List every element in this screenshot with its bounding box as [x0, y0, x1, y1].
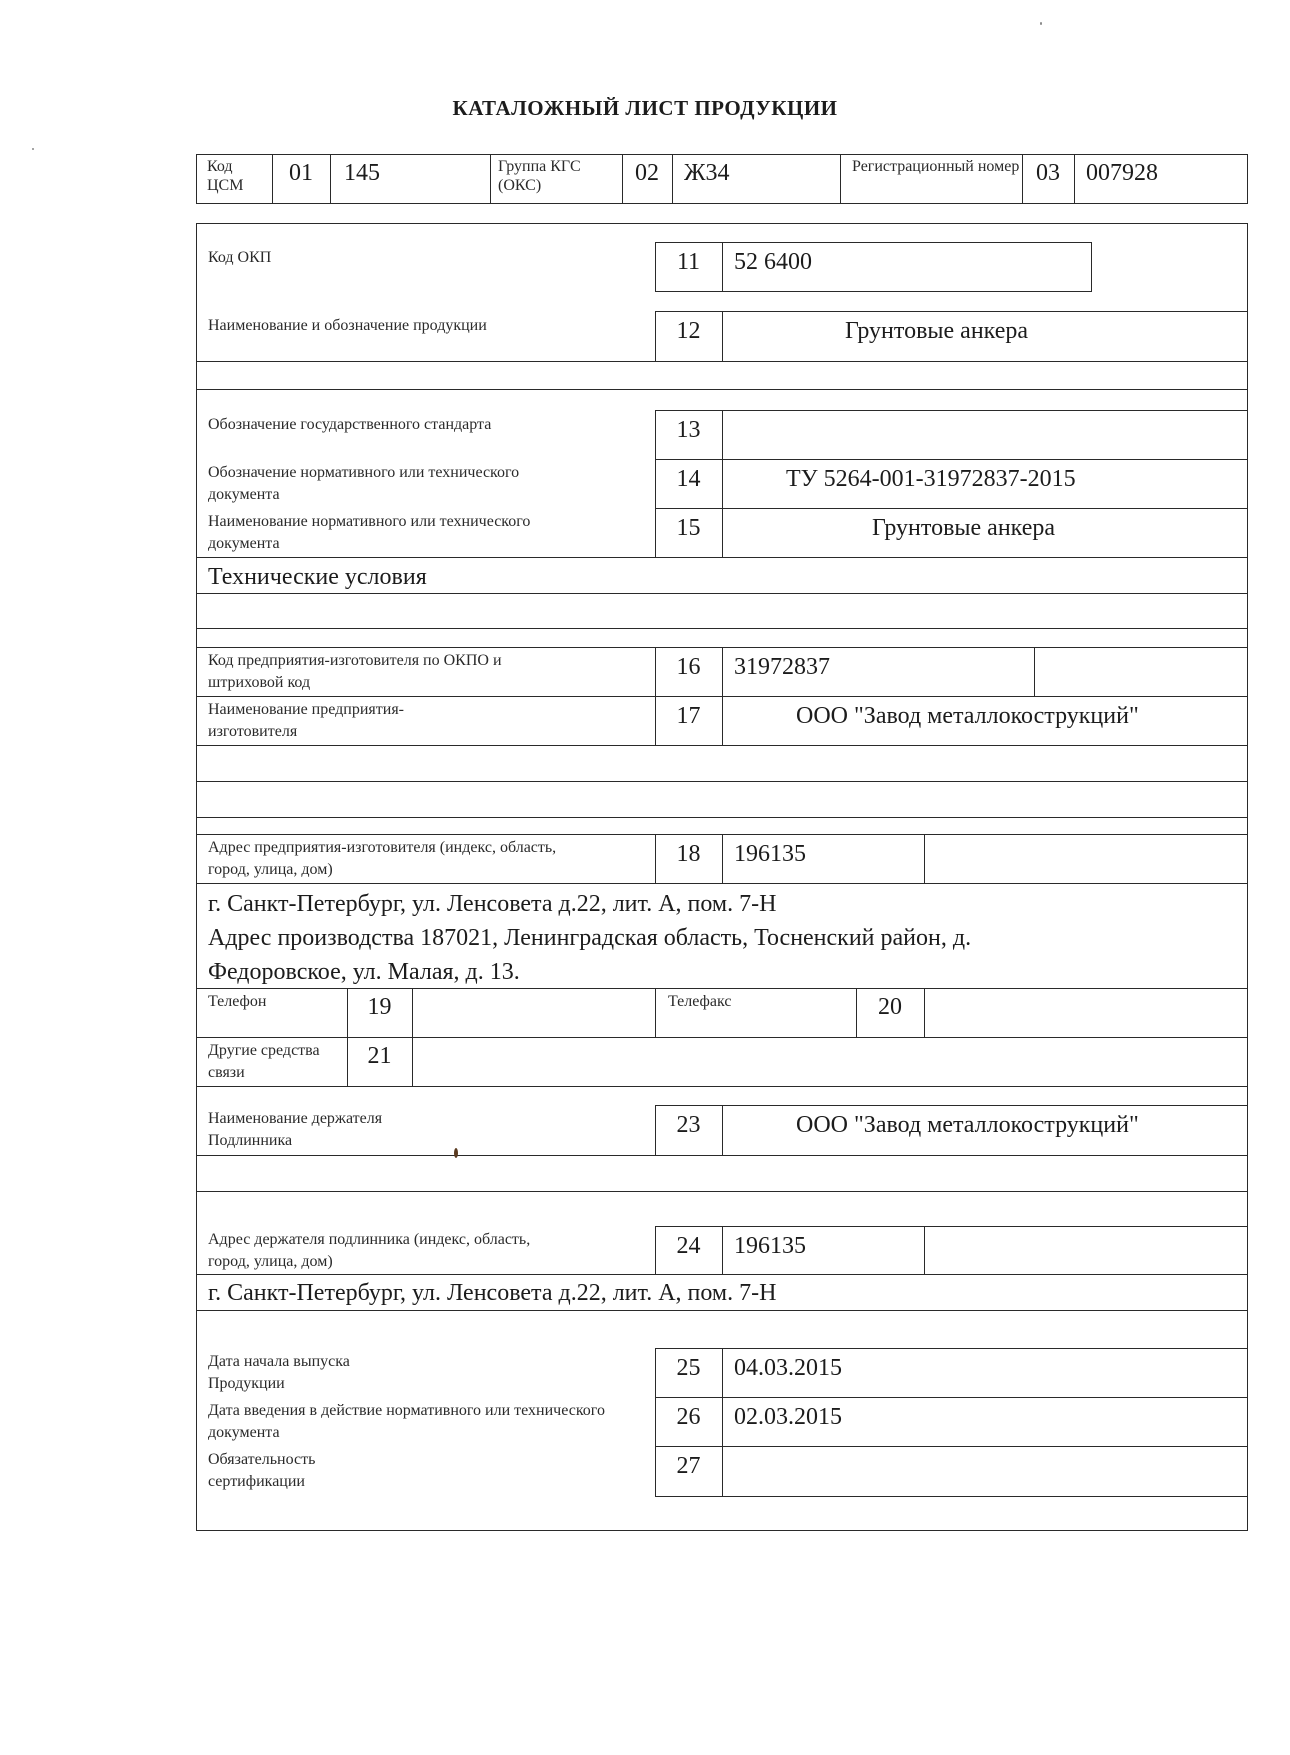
- addr-index: 196135: [734, 841, 806, 867]
- group-num: 02: [635, 160, 659, 186]
- holder-addr-label: Адрес держателя подлинника (индекс, область, город, улица, дом): [208, 1231, 531, 1270]
- doc-date-num: 26: [676, 1404, 701, 1430]
- start-value: 04.03.2015: [734, 1355, 842, 1381]
- holder-addr-line-1: г. Санкт-Петербург, ул. Ленсовета д.22, лит. А, пом. 7-Н: [208, 1280, 777, 1306]
- addr-line-3: Федоровское, ул. Малая, д. 13.: [208, 959, 520, 985]
- product-num: 12: [676, 318, 701, 344]
- start-num: 25: [676, 1355, 701, 1381]
- doc-code-num: 14: [676, 466, 701, 492]
- start-label: Дата начала выпуска Продукции: [208, 1353, 350, 1392]
- doc-name-label: Наименование нормативного или технического документа: [208, 513, 531, 552]
- cert-label: Обязательность сертификации: [208, 1451, 316, 1490]
- addr-line-2: Адрес производства 187021, Ленинградская область, Тосненский район, д.: [208, 925, 972, 951]
- okp-num: 11: [676, 249, 701, 275]
- okpo-num: 16: [676, 654, 701, 680]
- doc-name-num: 15: [676, 515, 701, 541]
- doc-code-label: Обозначение нормативного или технического документа: [208, 464, 520, 503]
- fax-label: Телефакс: [668, 993, 732, 1010]
- maker-label: Наименование предприятия-изготовителя: [208, 701, 404, 740]
- phone-num: 19: [367, 994, 392, 1020]
- other-num: 21: [367, 1043, 392, 1069]
- doc-date-label: Дата введения в действие нормативного или технического документа: [208, 1402, 605, 1441]
- maker-num: 17: [676, 703, 701, 729]
- product-value: Грунтовые анкера: [845, 318, 1029, 344]
- other-label: Другие средства связи: [208, 1042, 320, 1081]
- page-title: КАТАЛОЖНЫЙ ЛИСТ ПРОДУКЦИИ: [452, 96, 838, 120]
- addr-label: Адрес предприятия-изготовителя (индекс, область, город, улица, дом): [208, 839, 557, 878]
- doc-name-continuation: Технические условия: [208, 564, 427, 590]
- scan-speck: [1040, 22, 1042, 25]
- fax-num: 20: [878, 994, 902, 1020]
- cert-num: 27: [676, 1453, 701, 1479]
- doc-name-value: Грунтовые анкера: [872, 515, 1056, 541]
- group-label: Группа КГС (ОКС): [498, 158, 581, 194]
- csm-num: 01: [289, 160, 313, 186]
- product-label: [208, 315, 568, 337]
- scan-speck: [32, 148, 34, 150]
- okpo-label: Код предприятия-изготовителя по ОКПО и штриховой код: [208, 652, 502, 691]
- csm-label: Код ЦСМ: [207, 158, 244, 194]
- maker-value: ООО "Завод металлокострукций": [796, 703, 1139, 729]
- gost-label: Обозначение государственного стандарта: [208, 416, 492, 433]
- csm-value: 145: [344, 160, 380, 186]
- holder-num: 23: [676, 1112, 701, 1138]
- okpo-value: 31972837: [734, 654, 830, 680]
- okp-value: 52 6400: [734, 249, 812, 275]
- okp-label: Код ОКП: [208, 249, 272, 266]
- holder-addr-index: 196135: [734, 1233, 806, 1259]
- product-label-text: Наименование и обозначение продукции: [208, 317, 487, 334]
- doc-code-value: ТУ 5264-001-31972837-2015: [786, 466, 1076, 492]
- holder-label: Наименование держателя Подлинника: [208, 1110, 383, 1149]
- addr-num: 18: [676, 841, 701, 867]
- scan-speck: [454, 1148, 458, 1158]
- gost-num: 13: [676, 417, 701, 443]
- holder-addr-num: 24: [676, 1233, 701, 1259]
- doc-date-value: 02.03.2015: [734, 1404, 842, 1430]
- phone-label: Телефон: [208, 993, 267, 1010]
- group-value: Ж34: [684, 160, 730, 186]
- holder-value: ООО "Завод металлокострукций": [796, 1112, 1139, 1138]
- addr-line-1: г. Санкт-Петербург, ул. Ленсовета д.22, лит. А, пом. 7-Н: [208, 891, 777, 917]
- reg-num: 03: [1036, 160, 1060, 186]
- reg-value: 007928: [1086, 160, 1158, 186]
- reg-label: Регистрационный номер: [852, 158, 1020, 175]
